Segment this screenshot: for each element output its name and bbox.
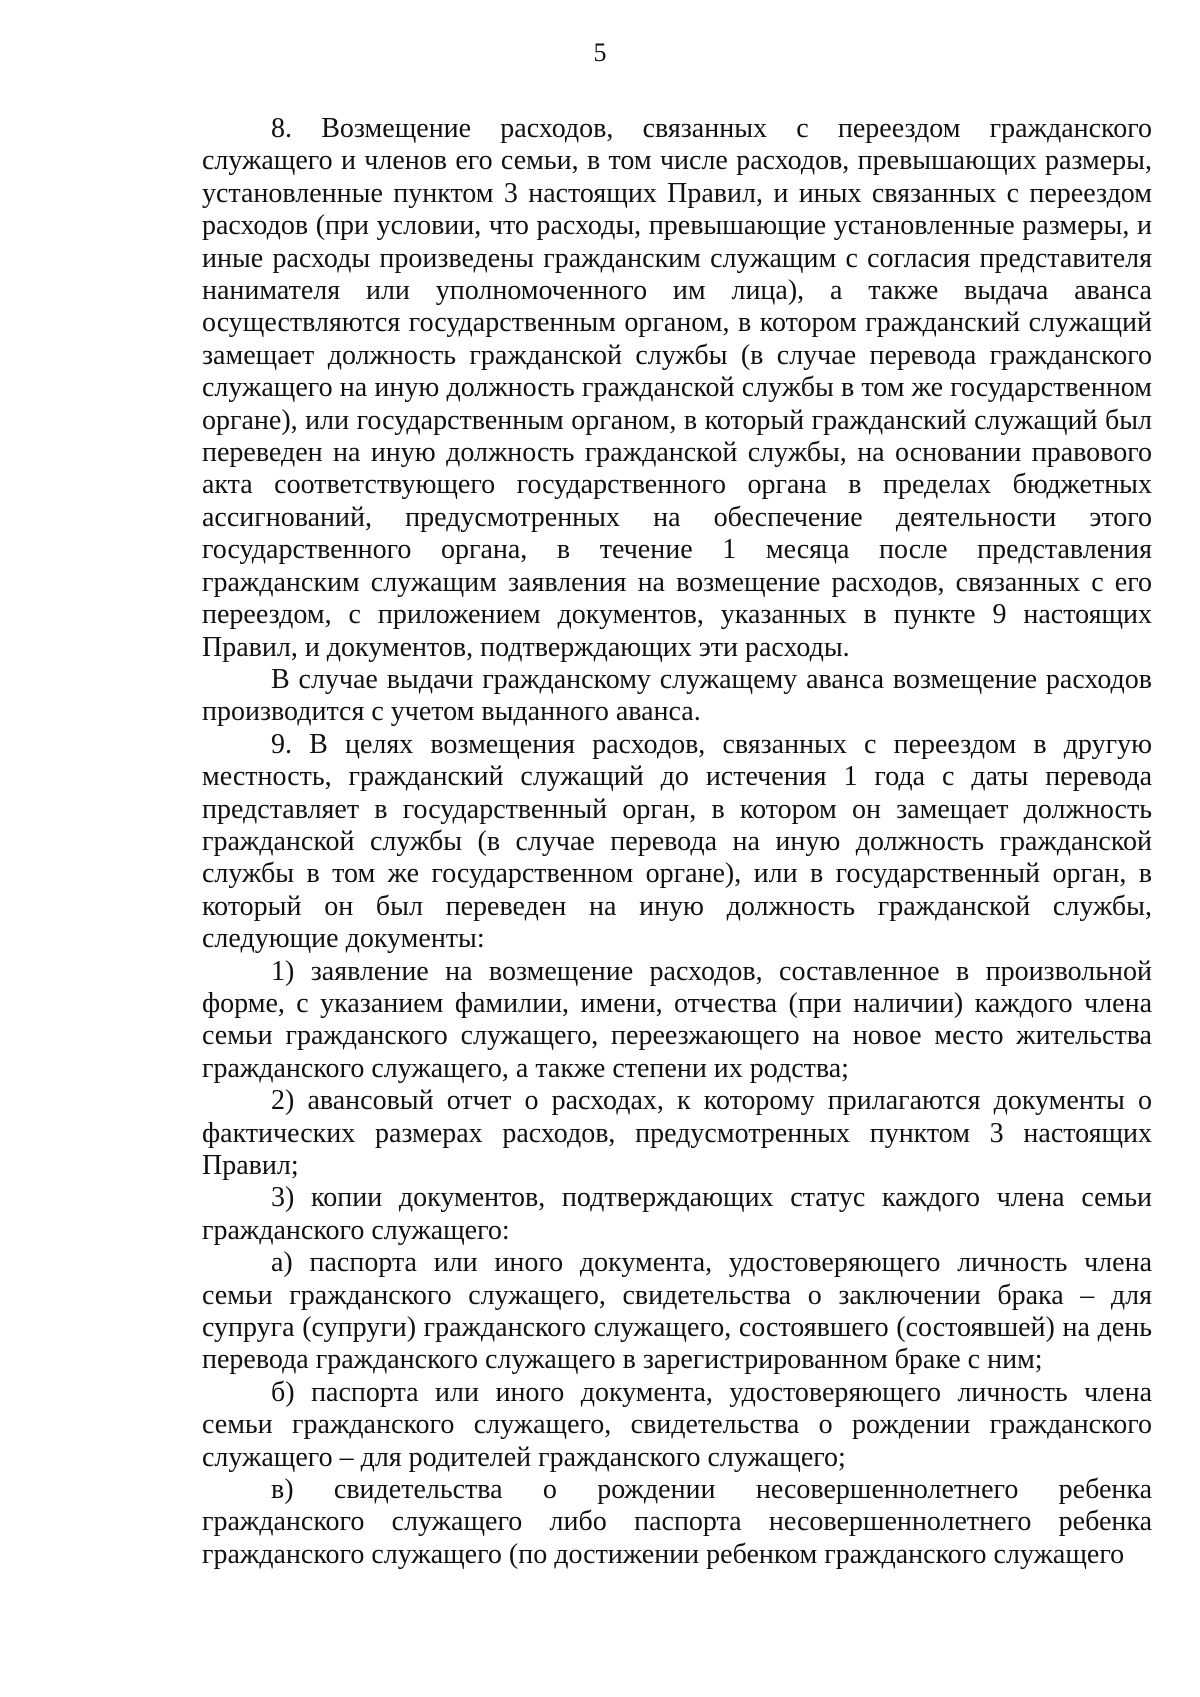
list-item-2: 2) авансовый отчет о расходах, к которому прилагаются документы о фактических размерах расходов, предусмотренных пунктом 3 настоящих Правил; [202, 1085, 1152, 1181]
paragraph-item-9: 9. В целях возмещения расходов, связанных с переездом в другую местность, гражданский служащий до истечения 1 года с даты перевода представляет в государственный орган, в котором он замещает должность гражданской службы (в случае перевода на иную должность гражданской службы в том же государственном органе), или в государственный орган, в который он был переведен на иную должность гражданской службы, следующие документы: [202, 728, 1152, 955]
list-subitem-v: в) свидетельства о рождении несовершеннолетнего ребенка гражданского служащего либо паспорта несовершеннолетнего ребенка гражданского служащего (по достижении ребенком гражданского служащего [202, 1474, 1152, 1570]
list-item-1: 1) заявление на возмещение расходов, составленное в произвольной форме, с указанием фамилии, имени, отчества (при наличии) каждого члена семьи гражданского служащего, переезжающего на новое место жительства гражданского служащего, а также степени их родства; [202, 955, 1152, 1084]
list-item-3: 3) копии документов, подтверждающих статус каждого члена семьи гражданского служащего: [202, 1182, 1152, 1246]
paragraph-item-8: 8. Возмещение расходов, связанных с переездом гражданского служащего и членов его семьи, в том числе расходов, превышающих размеры, установленные пунктом 3 настоящих Правил, и иных связанных с переездом расходов (при условии, что расходы, превышающие установленные размеры, и иные расходы произведены гражданским служащим с согласия представителя нанимателя или уполномоченного им лица), а также выдача аванса осуществляются государственным органом, в котором гражданский служащий замещает должность гражданской службы (в случае перевода гражданского служащего на иную должность гражданской службы в том же государственном органе), или государственным органом, в который гражданский служащий был переведен на иную должность гражданской службы, на основании правового акта соответствующего государственного органа в пределах бюджетных ассигнований, предусмотренных на обеспечение деятельности этого государственного органа, в течение 1 месяца после представления гражданским служащим заявления на возмещение расходов, связанных с его переездом, с приложением документов, указанных в пункте 9 настоящих Правил, и документов, подтверждающих эти расходы. [202, 113, 1152, 663]
document-body [202, 113, 1152, 1571]
list-subitem-a: а) паспорта или иного документа, удостоверяющего личность члена семьи гражданского служащего, свидетельства о заключении брака – для супруга (супруги) гражданского служащего, состоявшего (состоявшей) на день перевода гражданского служащего в зарегистрированном браке с ним; [202, 1247, 1152, 1376]
list-subitem-b: б) паспорта или иного документа, удостоверяющего личность члена семьи гражданского служащего, свидетельства о рождении гражданского служащего – для родителей гражданского служащего; [202, 1376, 1152, 1473]
page-number: 5 [593, 38, 607, 67]
paragraph-advance-note: В случае выдачи гражданскому служащему аванса возмещение расходов производится с учетом выданного аванса. [202, 663, 1152, 728]
